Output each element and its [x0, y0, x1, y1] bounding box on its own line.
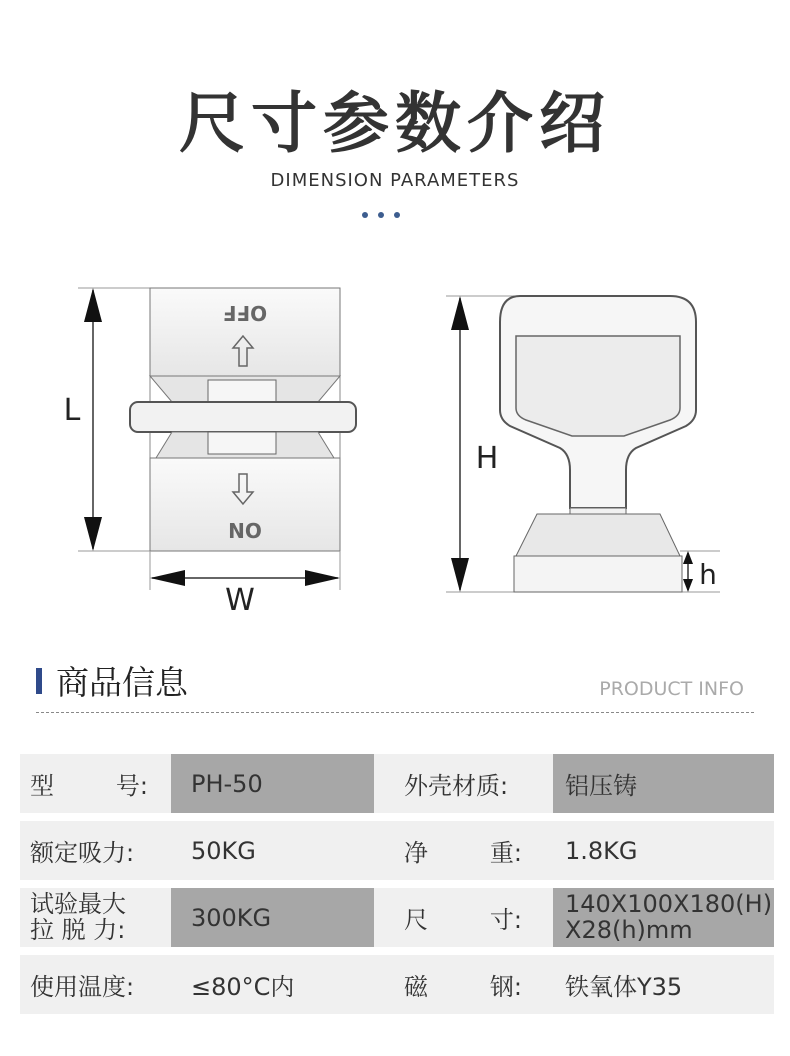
dim-label-h-upper: H	[475, 441, 499, 476]
section-accent-bar	[36, 668, 42, 694]
rated-force-value: 50KG	[171, 821, 374, 880]
dimension-l	[64, 288, 102, 551]
dot	[394, 212, 400, 218]
off-label: OFF	[222, 301, 268, 325]
shell-material-label: 外壳材质:	[374, 754, 553, 813]
page-title: 尺寸参数介绍	[179, 85, 611, 162]
max-pull-value: 300KG	[171, 888, 374, 947]
dot	[362, 212, 368, 218]
dimension-diagram	[0, 270, 790, 610]
magnet-value: 铁氧体Y35	[553, 955, 774, 1014]
temperature-label: 使用温度:	[20, 955, 171, 1014]
net-weight-value: 1.8KG	[553, 821, 774, 880]
section-divider	[36, 712, 754, 713]
spec-table	[20, 754, 774, 1022]
net-weight-label: 净 重:	[374, 821, 553, 880]
size-label: 尺 寸:	[374, 888, 553, 947]
dim-label-w: W	[225, 583, 255, 610]
size-value-line1: 140X100X180(H)	[565, 890, 773, 919]
rated-force-label: 额定吸力:	[20, 821, 171, 880]
section-subtitle: PRODUCT INFO	[599, 678, 744, 700]
dimension-h-lower	[683, 551, 717, 592]
table-row	[20, 955, 774, 1014]
model-value: PH-50	[171, 754, 374, 813]
max-pull-label	[20, 888, 171, 947]
dimension-h-upper	[451, 296, 498, 592]
temperature-value: ≤80°C内	[171, 955, 374, 1014]
size-value-line2: X28(h)mm	[565, 915, 693, 944]
dimension-w	[150, 551, 340, 610]
dot	[378, 212, 384, 218]
on-label: ON	[228, 518, 262, 542]
size-value	[553, 888, 774, 947]
shell-material-value: 铝压铸	[553, 754, 774, 813]
table-row	[20, 821, 774, 880]
max-pull-label-line2: 拉 脱 力:	[30, 915, 126, 944]
decorative-dots	[362, 212, 400, 218]
front-view-drawing	[78, 288, 356, 551]
table-row	[20, 888, 774, 947]
magnet-label: 磁 钢:	[374, 955, 553, 1014]
model-label: 型 号:	[20, 754, 171, 813]
dim-label-l: L	[63, 393, 81, 428]
dim-label-h-lower: h	[699, 558, 717, 591]
section-title: 商品信息	[56, 663, 188, 702]
page-subtitle: DIMENSION PARAMETERS	[270, 170, 520, 191]
table-row	[20, 754, 774, 813]
max-pull-label-line1: 试验最大	[30, 890, 126, 919]
